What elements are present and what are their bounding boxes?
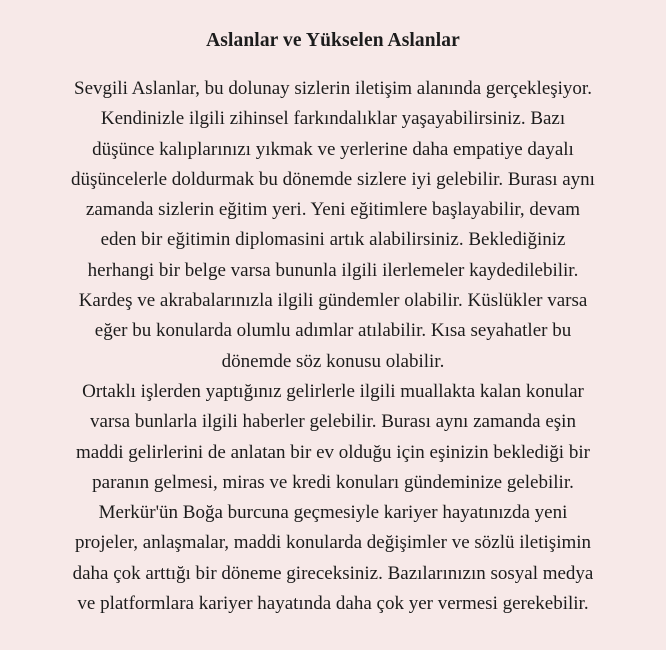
text-line: düşünce kalıplarınızı yıkmak ve yerlerine daha empatiye dayalı — [92, 138, 574, 160]
document-body — [0, 74, 666, 619]
text-line: Ortaklı işlerden yaptığınız gelirlerle ilgili muallakta kalan konular — [82, 380, 584, 402]
text-line: eğer bu konularda olumlu adımlar atılabilir. Kısa seyahatler bu — [94, 320, 572, 342]
text-line: maddi gelirlerini de anlatan bir ev olduğu için eşinizin beklediği bir — [76, 441, 590, 463]
text-line: paranın gelmesi, miras ve kredi konuları gündeminize gelebilir. — [92, 471, 574, 493]
text-line: herhangi bir belge varsa bununla ilgili ilerlemeler kaydedilebilir. — [87, 259, 579, 281]
text-line: düşüncelerle doldurmak bu dönemde sizlere iyi gelebilir. Burası aynı — [71, 168, 595, 190]
text-line: dönemde söz konusu olabilir. — [221, 350, 445, 372]
text-line: Sevgili Aslanlar, bu dolunay sizlerin iletişim alanında gerçekleşiyor. — [74, 78, 592, 99]
text-line: projeler, anlaşmalar, maddi konularda değişimler ve sözlü iletişimin — [74, 532, 592, 554]
text-line: eden bir eğitimin diplomasini artık alabilirsiniz. Beklediğiniz — [100, 229, 566, 251]
text-line: Kardeş ve akrabalarınızla ilgili gündemler olabilir. Küslükler varsa — [78, 290, 588, 312]
text-line: ve platformlara kariyer hayatında daha çok yer vermesi gerekebilir. — [77, 593, 589, 615]
text-line: Merkür'ün Boğa burcuna geçmesiyle kariyer hayatınızda yeni — [98, 502, 568, 524]
text-line: Kendinizle ilgili zihinsel farkındalıklar yaşayabilirsiniz. Bazı — [100, 108, 566, 130]
text-line: varsa bunlarla ilgili haberler gelebilir. Burası aynı zamanda eşin — [90, 411, 576, 433]
text-line: daha çok arttığı bir döneme gireceksiniz. Bazılarınızın sosyal medya — [72, 562, 594, 584]
text-line: zamanda sizlerin eğitim yeri. Yeni eğitimlere başlayabilir, devam — [85, 199, 581, 221]
document-title: Aslanlar ve Yükselen Aslanlar — [206, 30, 460, 51]
